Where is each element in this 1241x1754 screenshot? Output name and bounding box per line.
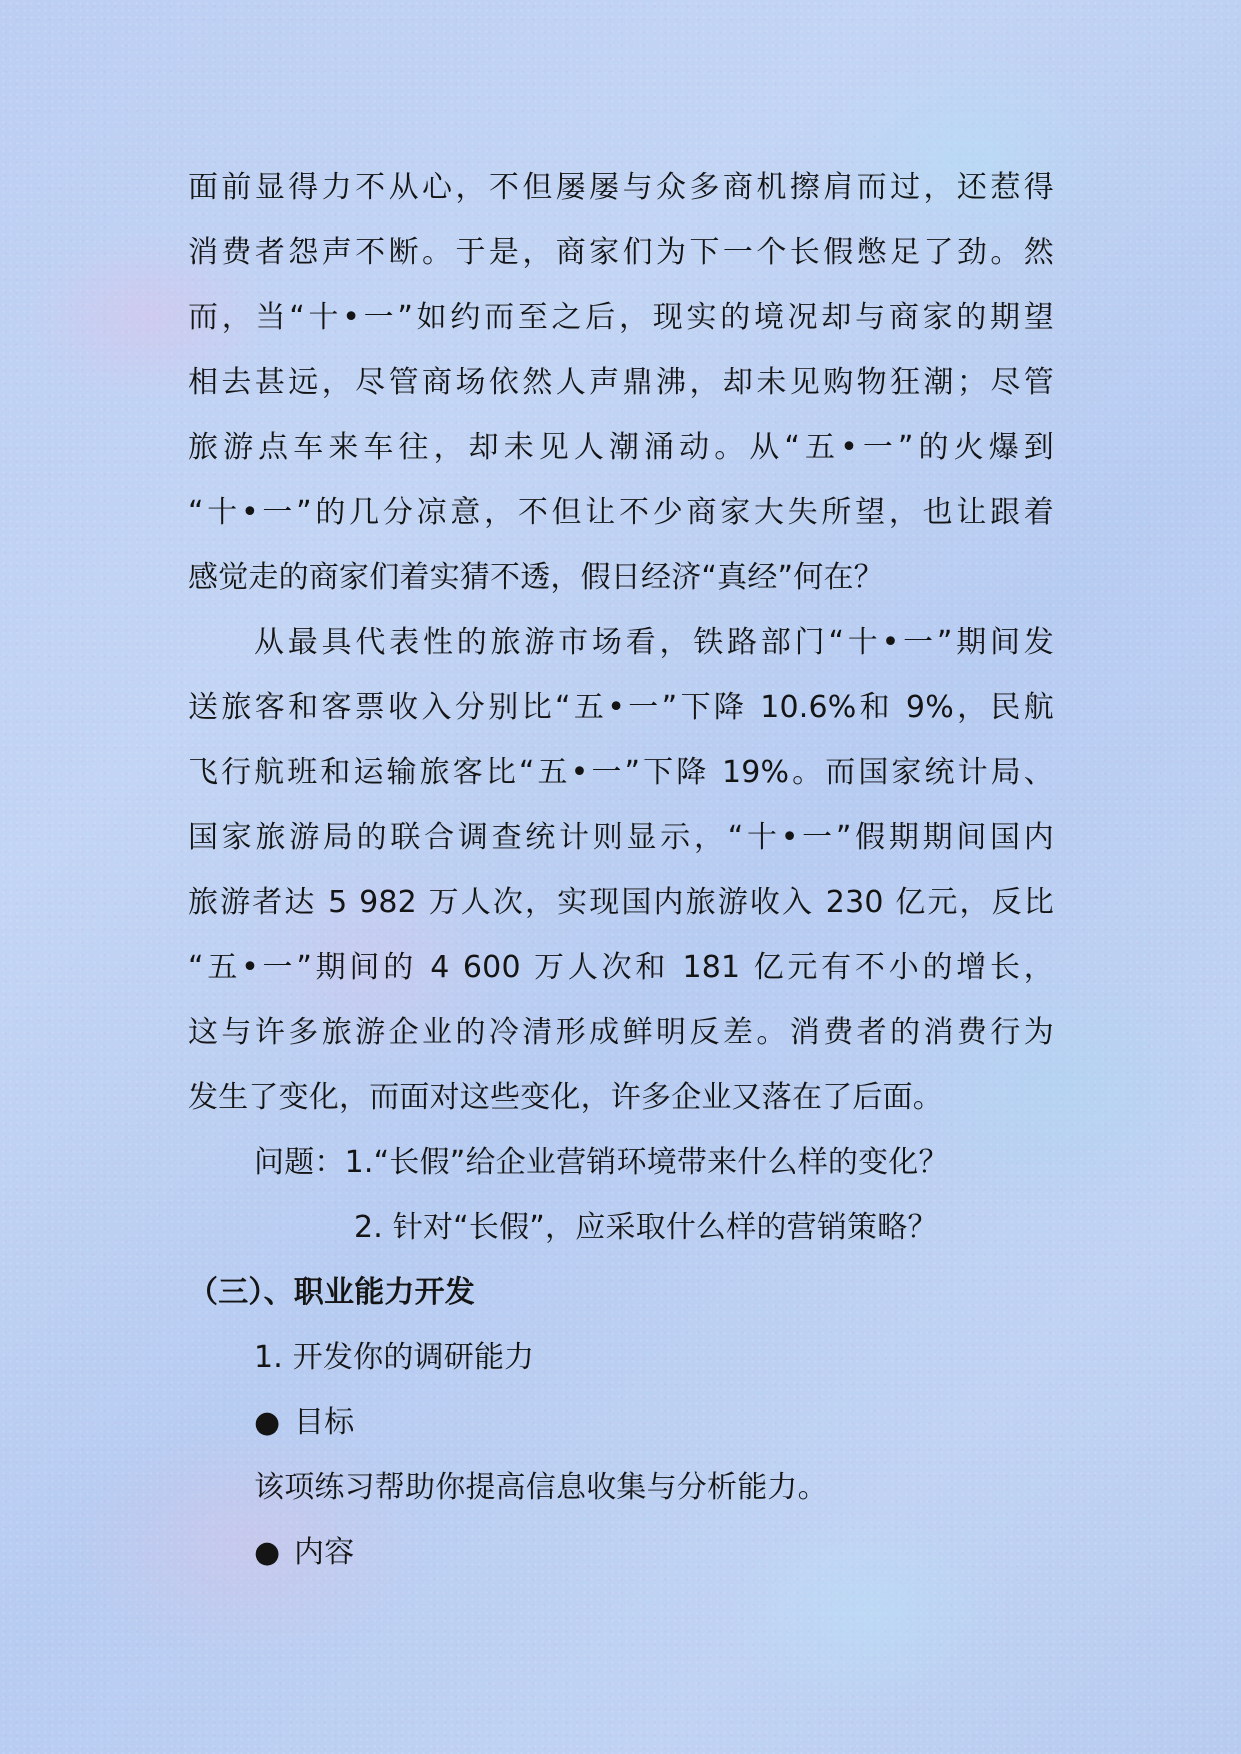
bullet-icon: ●	[254, 1405, 281, 1440]
goal-bullet-item	[188, 1390, 1054, 1455]
text-line: 送旅客和客票收入分别比“五•一”下降 10.6%和 9%，民航	[188, 690, 1054, 725]
text-line: 旅游点车来车往，却未见人潮涌动。从“五•一”的火爆到	[188, 430, 1054, 465]
goal-label: 目标	[294, 1405, 355, 1440]
text-line: 飞行航班和运输旅客比“五•一”下降 19%。而国家统计局、	[188, 755, 1054, 790]
text-line: 相去甚远，尽管商场依然人声鼎沸，却未见购物狂潮；尽管	[188, 365, 1054, 400]
text-line: “五•一”期间的 4 600 万人次和 181 亿元有不小的增长，	[188, 950, 1054, 985]
text-line: “十•一”的几分凉意，不但让不少商家大失所望，也让跟着	[188, 495, 1054, 530]
text-line: 而，当“十•一”如约而至之后，现实的境况却与商家的期望	[188, 300, 1054, 335]
paragraph-1	[188, 155, 1054, 610]
bullet-icon: ●	[254, 1535, 281, 1570]
text-line: 从最具代表性的旅游市场看，铁路部门“十•一”期间发	[254, 625, 1054, 660]
goal-text: 该项练习帮助你提高信息收集与分析能力。	[254, 1470, 828, 1505]
question-2: 2. 针对“长假”，应采取什么样的营销策略？	[354, 1210, 938, 1245]
content-label: 内容	[294, 1535, 355, 1570]
question-1: 问题：1.“长假”给企业营销环境带来什么样的变化？	[254, 1145, 949, 1180]
section-heading: （三）、职业能力开发	[188, 1275, 475, 1310]
text-line: 国家旅游局的联合调查统计则显示，“十•一”假期期间国内	[188, 820, 1054, 855]
document-page	[188, 155, 1054, 1585]
content-bullet-item	[188, 1520, 1054, 1585]
text-line: 这与许多旅游企业的冷清形成鲜明反差。消费者的消费行为	[188, 1015, 1054, 1050]
text-line: 感觉走的商家们着实猜不透，假日经济“真经”何在？	[188, 560, 884, 595]
section-item-1: 1. 开发你的调研能力	[254, 1340, 535, 1375]
text-line: 旅游者达 5 982 万人次，实现国内旅游收入 230 亿元，反比	[188, 885, 1054, 920]
questions	[188, 1130, 1054, 1260]
text-line: 面前显得力不从心，不但屡屡与众多商机擦肩而过，还惹得	[188, 170, 1054, 205]
text-line: 消费者怨声不断。于是，商家们为下一个长假憋足了劲。然	[188, 235, 1054, 270]
paragraph-2	[188, 610, 1054, 1130]
text-line: 发生了变化，而面对这些变化，许多企业又落在了后面。	[188, 1080, 943, 1115]
